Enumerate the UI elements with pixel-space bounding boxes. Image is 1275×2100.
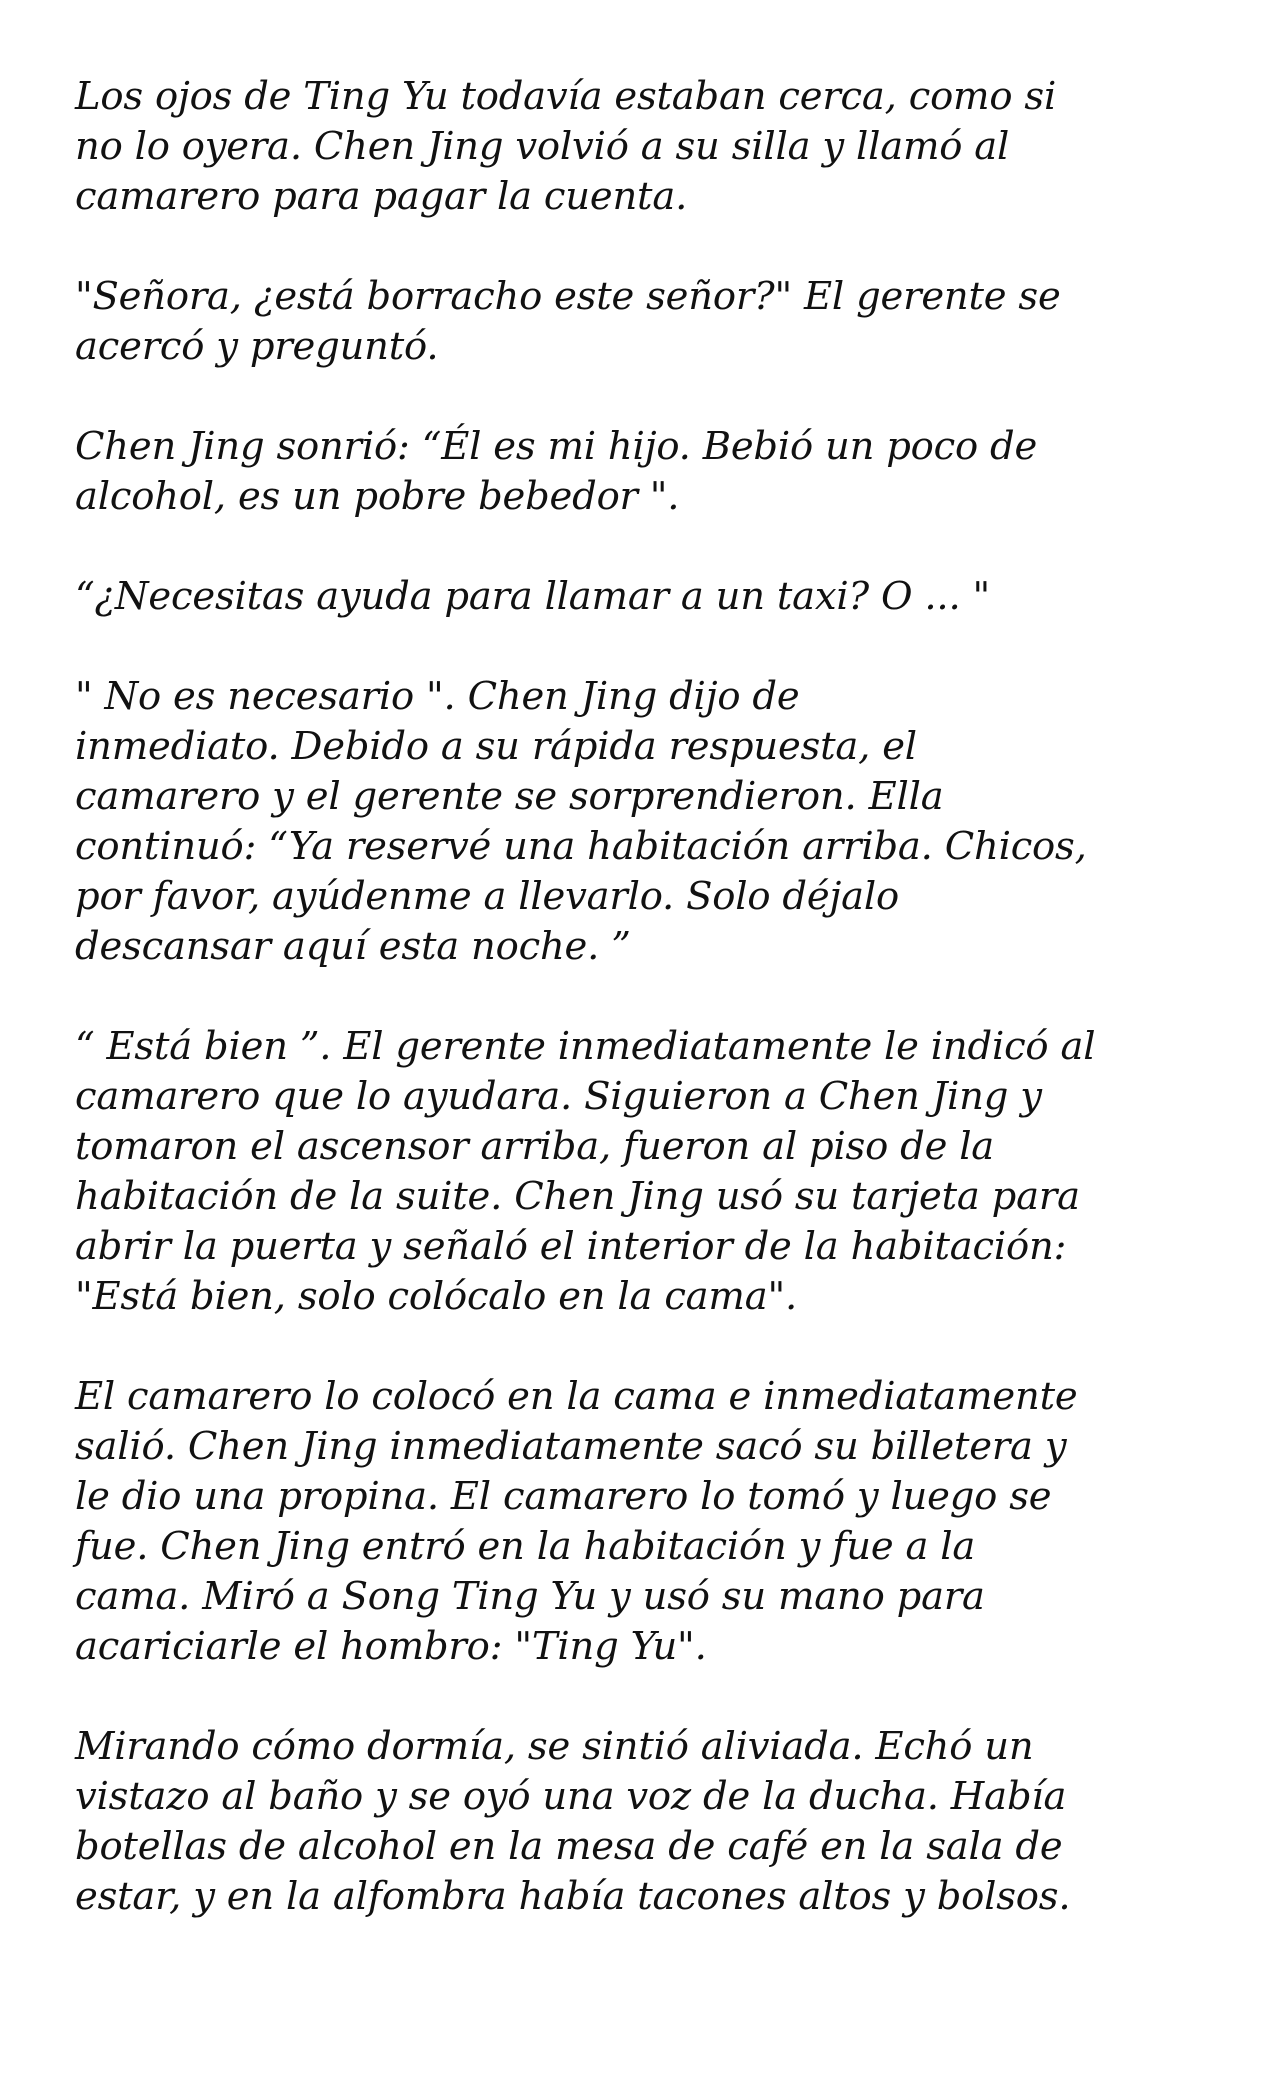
- paragraph-7: [75, 1372, 1210, 1672]
- text-line: vistazo al baño y se oyó una voz de la ducha. Había: [75, 1774, 1067, 1819]
- text-line: cama. Miró a Song Ting Yu y usó su mano para: [75, 1574, 985, 1619]
- text-line: acercó y preguntó.: [75, 324, 439, 369]
- paragraph-5: [75, 672, 1210, 972]
- text-line: "Está bien, solo colócalo en la cama".: [75, 1274, 798, 1319]
- text-line: estar, y en la alfombra había tacones altos y bolsos.: [75, 1874, 1071, 1919]
- text-line: “ Está bien ”. El gerente inmediatamente le indicó al: [75, 1024, 1096, 1069]
- text-line: por favor, ayúdenme a llevarlo. Solo déjalo: [75, 874, 900, 919]
- text-line: camarero para pagar la cuenta.: [75, 174, 688, 219]
- text-line: le dio una propina. El camarero lo tomó y luego se: [75, 1474, 1052, 1519]
- text-line: “¿Necesitas ayuda para llamar a un taxi? O ... ": [75, 574, 991, 619]
- text-line: alcohol, es un pobre bebedor ".: [75, 474, 680, 519]
- text-line: Chen Jing sonrió: “Él es mi hijo. Bebió un poco de: [75, 424, 1038, 469]
- paragraph-8: [75, 1722, 1210, 1922]
- text-line: salió. Chen Jing inmediatamente sacó su billetera y: [75, 1424, 1067, 1469]
- paragraph-3: [75, 422, 1210, 522]
- text-line: camarero y el gerente se sorprendieron. Ella: [75, 774, 944, 819]
- document-page: [75, 72, 1210, 1972]
- paragraph-6: [75, 1022, 1210, 1322]
- text-line: fue. Chen Jing entró en la habitación y fue a la: [75, 1524, 976, 1569]
- text-line: descansar aquí esta noche. ”: [75, 924, 631, 969]
- text-line: habitación de la suite. Chen Jing usó su tarjeta para: [75, 1174, 1080, 1219]
- text-line: El camarero lo colocó en la cama e inmediatamente: [75, 1374, 1078, 1419]
- text-line: Mirando cómo dormía, se sintió aliviada. Echó un: [75, 1724, 1034, 1769]
- text-line: camarero que lo ayudara. Siguieron a Chen Jing y: [75, 1074, 1042, 1119]
- text-line: tomaron el ascensor arriba, fueron al piso de la: [75, 1124, 995, 1169]
- text-line: no lo oyera. Chen Jing volvió a su silla y llamó al: [75, 124, 1010, 169]
- text-line: Los ojos de Ting Yu todavía estaban cerca, como si: [75, 74, 1057, 119]
- text-line: inmediato. Debido a su rápida respuesta, el: [75, 724, 917, 769]
- text-line: continuó: “Ya reservé una habitación arriba. Chicos,: [75, 824, 1087, 869]
- paragraph-1: [75, 72, 1210, 222]
- paragraph-2: [75, 272, 1210, 372]
- text-line: " No es necesario ". Chen Jing dijo de: [75, 674, 800, 719]
- paragraph-4: [75, 572, 1210, 622]
- text-line: "Señora, ¿está borracho este señor?" El gerente se: [75, 274, 1061, 319]
- text-line: acariciarle el hombro: "Ting Yu".: [75, 1624, 707, 1669]
- text-line: abrir la puerta y señaló el interior de la habitación:: [75, 1224, 1067, 1269]
- text-line: botellas de alcohol en la mesa de café en la sala de: [75, 1824, 1063, 1869]
